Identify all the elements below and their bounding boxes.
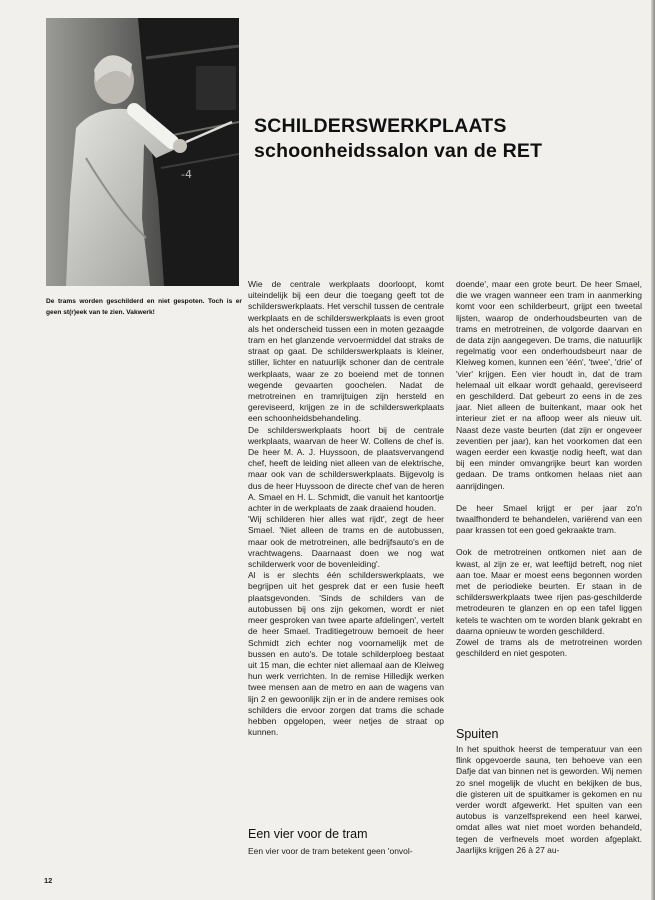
subheading-spuiten: Spuiten [456, 727, 499, 741]
text-column-1 [248, 279, 444, 738]
paragraph: Een vier voor de tram betekent geen 'onvol- [248, 846, 413, 856]
paragraph: 'Wij schilderen hier alles wat rijdt', zegt de heer Smael. 'Niet alleen de trams en de autobussen, maar ook de metrotreinen, alle bedrijfsauto's en de vrachtwagens. Daarnaast doen we nog wat schilderwerk voor de bovenleiding'. [248, 514, 444, 570]
paragraph: Wie de centrale werkplaats doorloopt, komt uiteindelijk bij een deur die toegang geeft tot de schilderswerkplaats. Het verschil tussen de centrale werkplaats en de schilderswerkplaats is even groot als het onderscheid tussen een in moten gezaagde tram en het glanzende vervoermiddel dat straks de straat op gaat. De schilderswerkplaats is kleiner, stiller, lichter en natuurlijk schoner dan de centrale werkplaats, waar ze zo boeiend met de tonnen wegende gevaarten goochelen. Nadat de metrotreinen en tramrijtuigen zijn hersteld en gereviseerd, krijgen ze in de schilderswerkplaats een schoonheidsbehandeling. [248, 279, 444, 424]
page-edge [651, 0, 655, 900]
photo-painter-at-tram [46, 18, 239, 286]
paragraph: De schilderswerkplaats hoort bij de centrale werkplaats, waarvan de heer W. Collens de chef is. De heer M. A. J. Huyssoon, de plaatsvervangend chef, heeft de leiding niet alleen van de elektrische, maar ook van de schilderswerkplaats. Bijgevolg is dus de heer Huyssoon de directe chef van de heren A. Smael en H. L. Schmidt, die vanuit het kantoortje achter in de werkplaats de zaak draaiend houden. [248, 424, 444, 514]
text-column-1-continued [248, 846, 444, 857]
paragraph: Al is er slechts één schilderswerkplaats, we begrijpen uit het gesprek dat er een fusie heeft plaatsgevonden. 'Sinds de schilders van de autobussen bij ons zijn gekomen, wordt er niet meer gesproken van twee aparte afdelingen', vertelt de heer Smael. Traditiegetrouw bemoeit de heer Schmidt zich echter nog voornamelijk met de bussen en auto's. De totale schilderploeg bestaat uit 15 man, die echter niet allemaal aan de Kleiweg hun werk verrichten. In de remise Hilledijk werken twee mensen aan de metro en aan de wagens van lijn 2 en gewoonlijk zijn er in de andere remises ook schilders die ervoor zorgen dat trams die schade hebben opgelopen, weer netjes de straat op kunnen. [248, 570, 444, 738]
text-column-2 [456, 279, 642, 660]
svg-text:-4: -4 [181, 168, 192, 181]
title-line-1: SCHILDERSWERKPLAATS [254, 115, 507, 137]
title-line-2: schoonheidssalon van de RET [254, 140, 543, 162]
page-number: 12 [44, 876, 53, 885]
article-title [254, 114, 634, 164]
paragraph: De heer Smael krijgt er per jaar zo'n twaalfhonderd te behandelen, variërend van een paar krassen tot een goed gekraakte tram. [456, 502, 642, 536]
text-column-2-continued [456, 744, 642, 856]
photo-caption: De trams worden geschilderd en niet gespoten. Toch is er geen st(r)eek van te zien. Vakwerk! [46, 298, 242, 316]
paragraph: Ook de metrotreinen ontkomen niet aan de kwast, al zijn ze er, wat leeftijd betreft, nog niet aan toe. Maar er moest eens begonnen worden met de periodieke beurten. Er staan in de schilderswerkplaats twee rijen pas-geschilderde metrodeuren te glanzen en op een tafel liggen ketels te wachten om te worden blank gekrabt en daarna opnieuw te worden geschilderd. Zowel de trams als de metrotreinen worden geschilderd en niet gespoten. [456, 547, 642, 659]
paragraph: doende', maar een grote beurt. De heer Smael, die we vragen wanneer een tram in aanmerking komt voor een schilderbeurt, grijpt een tweetal lijsten, waarop de onderhoudsbeurten van de trams en metrotreinen, de volgorde daarvan en de data zijn aangegeven. De trams, die natuurlijk regelmatig voor een onderhoudsbeurt naar de Kleiweg komen, kunnen een 'één', 'twee', 'drie' of 'vier' krijgen. Een vier houdt in, dat de tram helemaal uit elkaar wordt gehaald, gereviseerd en geschilderd. Dat gebeurt zo eens in de zes jaar. Niet alleen de buitenkant, maar ook het interieur ziet er na afloop weer als nieuw uit. Naast deze vaste beurten (dat zijn er ongeveer zeventien per jaar), kan het voorkomen dat een wagen eerder een kwastje nodig heeft, wat dan bij een minder omvangrijke beurt kan worden gedaan. De trams ontkomen helaas niet aan aanrijdingen. [456, 279, 642, 491]
subheading-een-vier: Een vier voor de tram [248, 827, 368, 841]
paragraph: In het spuithok heerst de temperatuur van een flink opgevoerde sauna, ten behoeve van een Dafje dat van binnen net is geworden. Wij nemen zo snel mogelijk de vlucht en bekijken de bus, die gisteren uit de spuitkamer is gekomen en nu verder wordt afgewerkt. Het spuiten van een autobus is vanzelfsprekend een heel karwei, omdat alles wat niet moet worden behandeld, tegen de verfnevels moet worden afgeplakt. Jaarlijks krijgen 26 à 27 au- [456, 744, 642, 855]
